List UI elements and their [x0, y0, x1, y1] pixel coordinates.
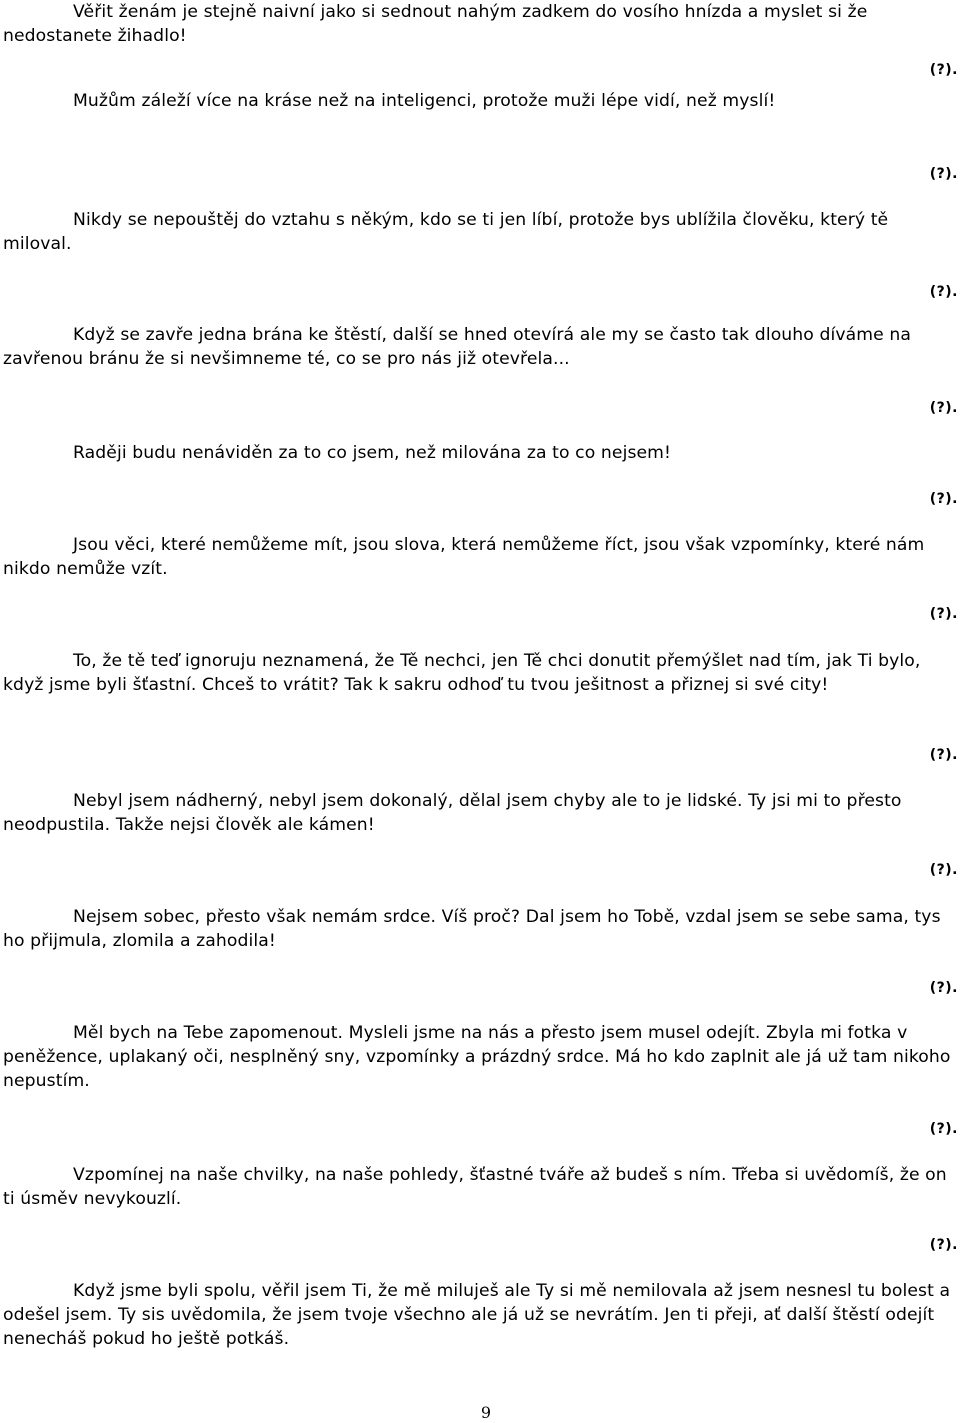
quote-author: (?).	[929, 400, 958, 416]
quote-text: Věřit ženám je stejně naivní jako si sednout nahým zadkem do vosího hnízda a myslet si že nedostanete žihadlo!	[3, 2, 868, 46]
quote-author: (?).	[929, 606, 958, 622]
quote-text: Raději budu nenáviděn za to co jsem, než milována za to co nejsem!	[73, 443, 672, 463]
quote-author: (?).	[929, 284, 958, 300]
quote-text: Měl bych na Tebe zapomenout. Mysleli jsme na nás a přesto jsem musel odejít. Zbyla mi fotka v peněžence, uplakaný oči, nesplněný sny, vzpomínky a prázdný srdce. Má ho kdo zaplnit ale já už tam nikoho nepustím.	[3, 1023, 951, 1091]
quote-author: (?).	[929, 166, 958, 182]
quote-text: Vzpomínej na naše chvilky, na naše pohledy, šťastné tváře až budeš s ním. Třeba si uvědomíš, že on ti úsměv nevykouzlí.	[3, 1165, 947, 1209]
quote-author: (?).	[929, 62, 958, 78]
quote-author: (?).	[929, 862, 958, 878]
quote-text: Nikdy se nepouštěj do vztahu s někým, kdo se ti jen líbí, protože bys ublížila člověku, který tě miloval.	[3, 210, 889, 254]
quote-author: (?).	[929, 1121, 958, 1137]
quote-author: (?).	[929, 1237, 958, 1253]
quote-author: (?).	[929, 747, 958, 763]
quote-text: Nejsem sobec, přesto však nemám srdce. Víš proč? Dal jsem ho Tobě, vzdal jsem se sebe sama, tys ho přijmula, zlomila a zahodila!	[3, 907, 941, 951]
quote-text: Nebyl jsem nádherný, nebyl jsem dokonalý, dělal jsem chyby ale to je lidské. Ty jsi mi to přesto neodpustila. Takže nejsi člověk ale kámen!	[3, 791, 902, 835]
quote-text: Když jsme byli spolu, věřil jsem Ti, že mě miluješ ale Ty si mě nemilovala až jsem nesnesl tu bolest a odešel jsem. Ty sis uvědomila, že jsem tvoje všechno ale já už se nevrátím. Jen ti přeji, ať další štěstí odejít nenecháš pokud ho ještě potkáš.	[3, 1281, 951, 1349]
quote-text: To, že tě teď ignoruju neznamená, že Tě nechci, jen Tě chci donutit přemýšlet nad tím, jak Ti bylo, když jsme byli šťastní. Chceš to vrátit? Tak k sakru odhoď tu tvou ješitnost a přiznej si své city!	[3, 651, 921, 695]
quote-author: (?).	[929, 980, 958, 996]
quote-text: Když se zavře jedna brána ke štěstí, další se hned otevírá ale my se často tak dlouho díváme na zavřenou bránu že si nevšimneme té, co se pro nás již otevřela...	[3, 325, 911, 369]
quote-text: Mužům záleží více na kráse než na inteligenci, protože muži lépe vidí, než myslí!	[73, 91, 776, 111]
quote-text: Jsou věci, které nemůžeme mít, jsou slova, která nemůžeme říct, jsou však vzpomínky, které nám nikdo nemůže vzít.	[3, 535, 925, 579]
quote-author: (?).	[929, 491, 958, 507]
page-number: 9	[480, 1403, 492, 1422]
document-page	[3, 0, 960, 1423]
